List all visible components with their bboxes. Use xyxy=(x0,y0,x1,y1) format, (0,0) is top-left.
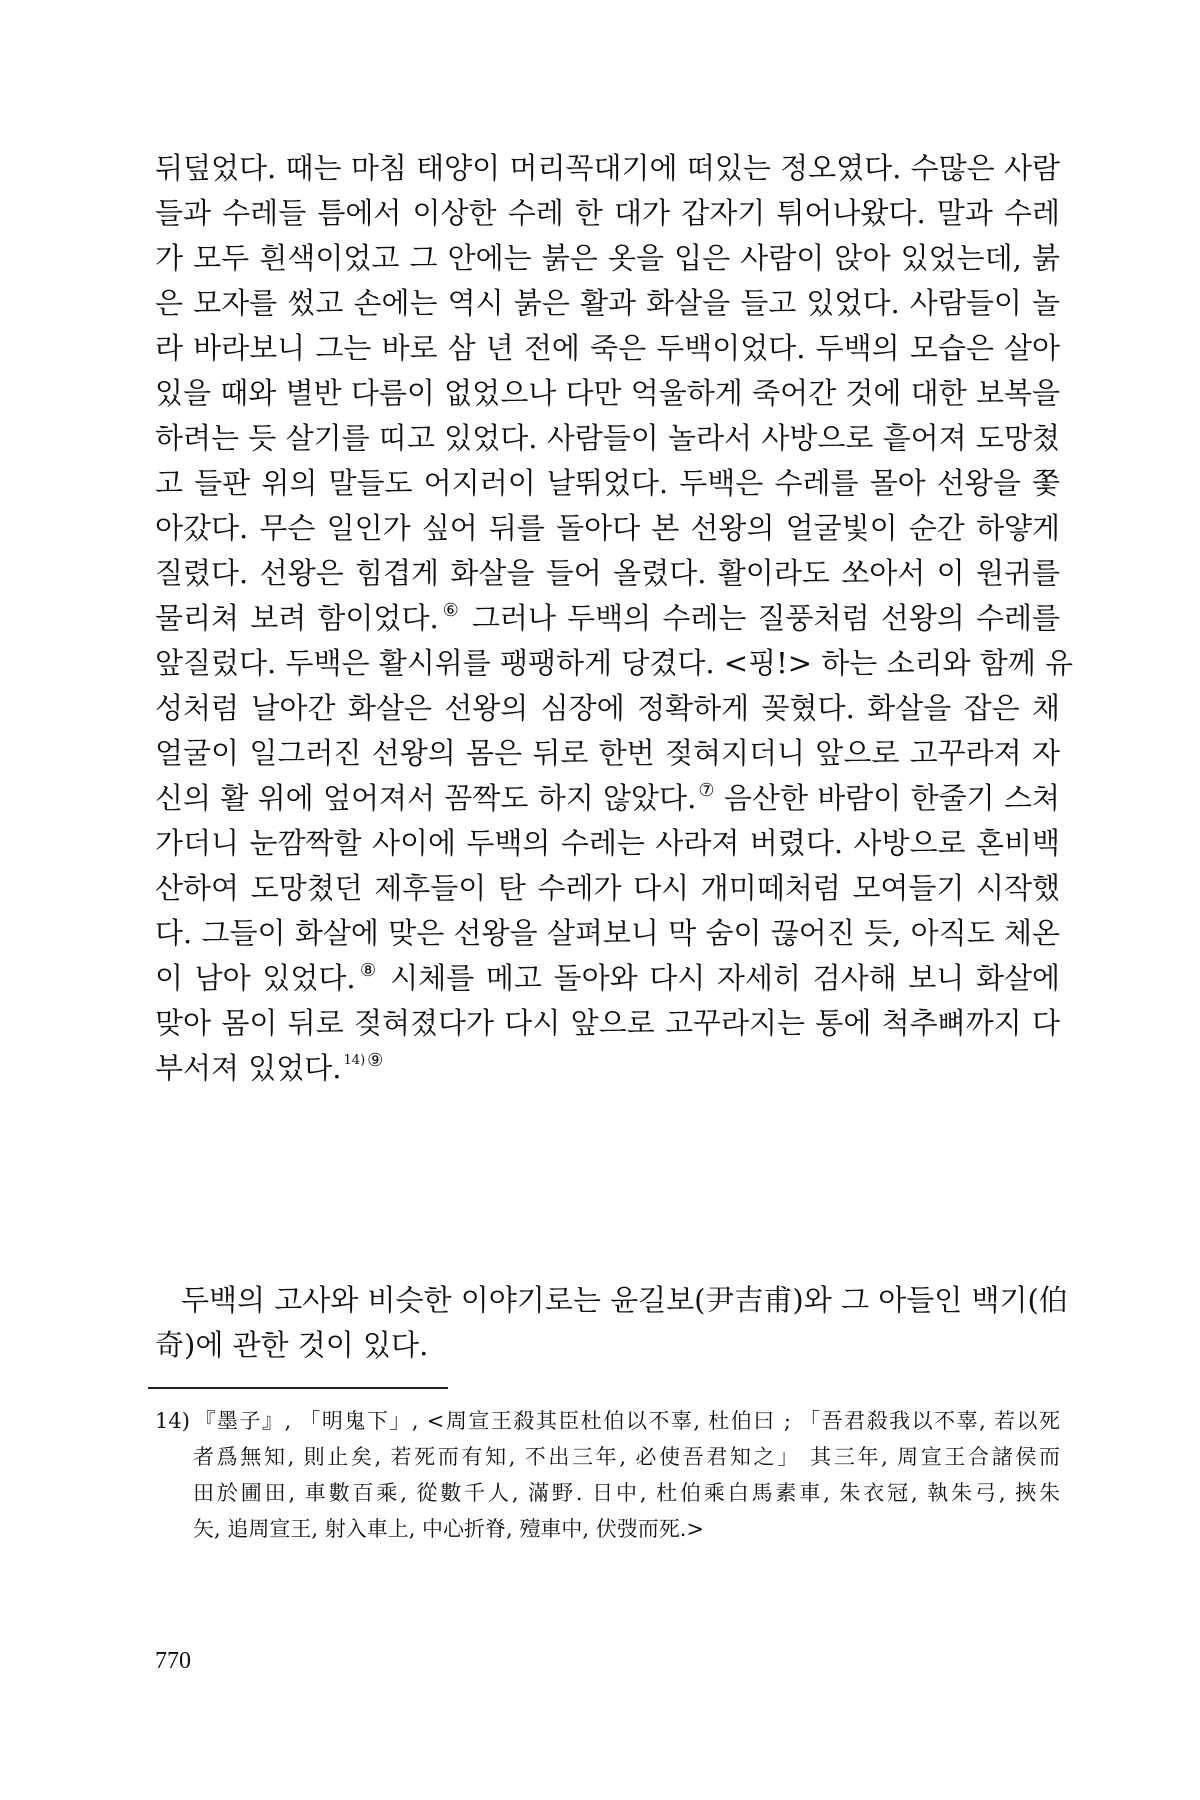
second-paragraph xyxy=(155,1278,1068,1368)
text-line-10: 질렸다. 선왕은 힘겹게 화살을 들어 올렸다. 활이라도 쏘아서 이 원귀를 xyxy=(155,556,1060,590)
text-line-13: 성처럼 날아간 화살은 선왕의 심장에 정확하게 꽂혔다. 화살을 잡은 채 xyxy=(155,691,1060,725)
text-segment: 시체를 메고 돌아와 다시 자세히 검사해 보니 화살에 xyxy=(378,961,1060,995)
text-line-8: 고 들판 위의 말들도 어지러이 날뛰었다. 두백은 수레를 몰아 선왕을 쫓 xyxy=(155,466,1060,500)
text-line-7: 하려는 듯 살기를 띠고 있었다. 사람들이 놀라서 사방으로 흩어져 도망쳤 xyxy=(155,421,1060,455)
text-line-12: 앞질렀다. 두백은 활시위를 팽팽하게 당겼다. <핑!> 하는 소리와 함께 유 xyxy=(155,646,1074,680)
footnote-number: 14) xyxy=(155,1409,190,1433)
text-line-1: 뒤덮었다. 때는 마침 태양이 머리꼭대기에 떠있는 정오였다. 수많은 사람 xyxy=(155,151,1060,185)
circled-marker-8: ⑧ xyxy=(357,960,379,981)
footnote-line-3: 田於圃田, 車數百乘, 從數千人, 滿野. 日中, 杜伯乘白馬素車, 朱衣冠, 執朱弓, 挾朱 xyxy=(193,1481,1060,1505)
page-number: 770 xyxy=(155,1648,191,1674)
text-line-9: 아갔다. 무슨 일인가 싶어 뒤를 돌아다 본 선왕의 얼굴빛이 순간 하얗게 xyxy=(155,511,1060,545)
text-line-16: 가더니 눈깜짝할 사이에 두백의 수레는 사라져 버렸다. 사방으로 혼비백 xyxy=(155,826,1060,860)
text-line-5: 라 바라보니 그는 바로 삼 년 전에 죽은 두백이었다. 두백의 모습은 살아 xyxy=(155,331,1060,365)
text-segment: 부서져 있었다. xyxy=(155,1051,342,1085)
text-line-4: 은 모자를 썼고 손에는 역시 붉은 활과 화살을 들고 있었다. 사람들이 놀 xyxy=(155,286,1060,320)
text-line-14: 얼굴이 일그러진 선왕의 몸은 뒤로 한번 젖혀지더니 앞으로 고꾸라져 자 xyxy=(155,736,1060,770)
text-line-p2-2: 奇)에 관한 것이 있다. xyxy=(155,1328,429,1362)
footnote-14 xyxy=(155,1403,1060,1547)
text-line-20: 맞아 몸이 뒤로 젖혀졌다가 다시 앞으로 고꾸라지는 통에 척추뼈까지 다 xyxy=(155,1006,1060,1040)
footnote-divider xyxy=(148,1387,448,1389)
footnote-text: 『墨子』, 「明鬼下」, <周宣王殺其臣杜伯以不辜, 杜伯曰 ; 「吾君殺我以不辜, 若以死 xyxy=(193,1409,1060,1433)
text-line-19 xyxy=(155,956,1060,1001)
text-segment: 이 남아 있었다. xyxy=(155,961,356,995)
text-segment: 음산한 바람이 한줄기 스쳐 xyxy=(714,781,1060,815)
text-segment: 물리쳐 보려 함이었다. xyxy=(155,601,439,635)
text-line-6: 있을 때와 별반 다름이 없었으나 다만 억울하게 죽어간 것에 대한 보복을 xyxy=(155,376,1060,410)
text-segment: 그러나 두백의 수레는 질풍처럼 선왕의 수레를 xyxy=(460,601,1061,635)
text-line-17: 산하여 도망쳤던 제후들이 탄 수레가 다시 개미떼처럼 모여들기 시작했 xyxy=(155,871,1060,905)
text-line-p2-1: 두백의 고사와 비슷한 이야기로는 윤길보(尹吉甫)와 그 아들인 백기(伯 xyxy=(181,1283,1068,1317)
text-line-21 xyxy=(155,1046,1060,1091)
footnote-line-4: 矢, 追周宣王, 射入車上, 中心折脊, 殪車中, 伏弢而死.> xyxy=(193,1517,705,1541)
text-line-15 xyxy=(155,776,1060,821)
circled-marker-7: ⑦ xyxy=(698,780,715,801)
text-line-2: 들과 수레들 틈에서 이상한 수레 한 대가 갑자기 튀어나왔다. 말과 수레 xyxy=(155,196,1060,230)
footnote-line-1 xyxy=(155,1403,1060,1439)
footnote-line-2: 者爲無知, 則止矣, 若死而有知, 不出三年, 必使吾君知之」 其三年, 周宣王合諸侯而 xyxy=(193,1445,1060,1469)
text-line-18: 다. 그들이 화살에 맞은 선왕을 살펴보니 막 숨이 끊어진 듯, 아직도 체온 xyxy=(155,916,1060,950)
circled-marker-6: ⑥ xyxy=(440,600,461,621)
main-paragraph xyxy=(155,146,1074,1091)
circled-marker-9: ⑨ xyxy=(367,1050,384,1071)
text-line-3: 가 모두 흰색이었고 그 안에는 붉은 옷을 입은 사람이 앉아 있었는데, 붉 xyxy=(155,241,1060,275)
footnote-reference: 14) xyxy=(343,1053,366,1068)
text-line-11 xyxy=(155,596,1060,641)
text-segment: 신의 활 위에 엎어져서 꼼짝도 하지 않았다. xyxy=(155,781,697,815)
